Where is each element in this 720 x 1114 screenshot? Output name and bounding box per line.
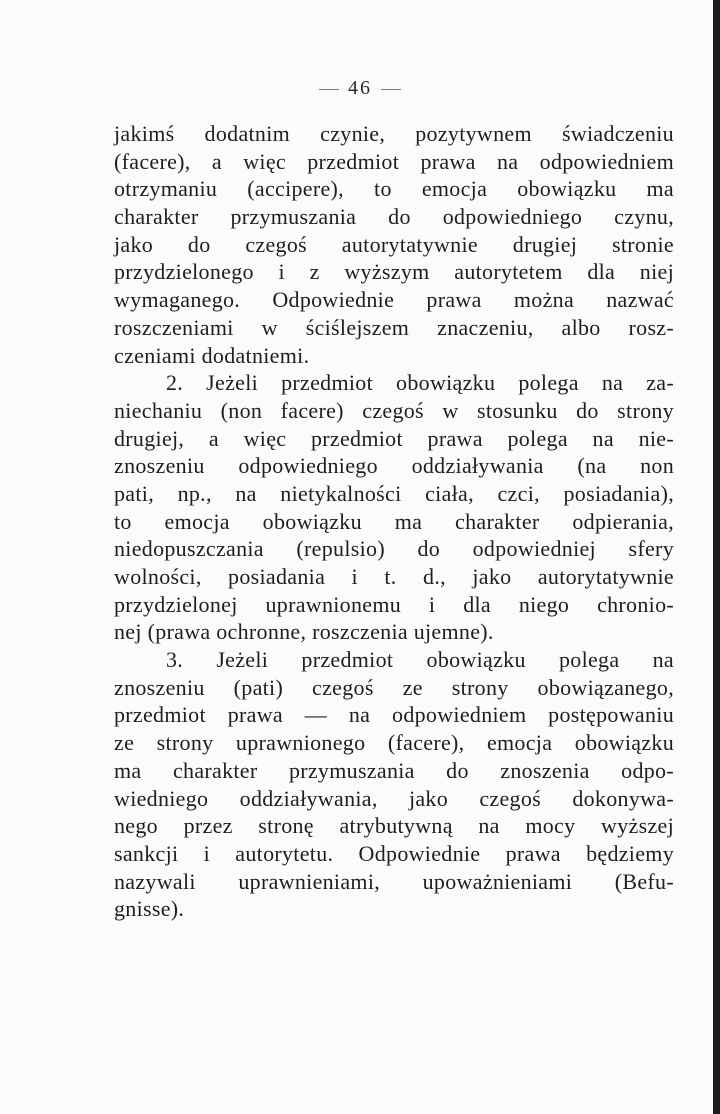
text-line: otrzymaniu (accipere), to emocja obowiązku ma xyxy=(114,176,674,202)
page-edge-shadow xyxy=(713,0,720,1114)
text-line: drugiej, a więc przedmiot prawa polega na nie- xyxy=(114,425,674,451)
text-line: czeniami dodatniemi. xyxy=(114,342,310,368)
text-line: znoszeniu (pati) czegoś ze strony obowiązanego, xyxy=(114,674,674,700)
text-line: roszczeniami w ściślejszem znaczeniu, albo rosz- xyxy=(114,314,674,340)
page-header xyxy=(0,77,720,100)
paragraph-3-first-line: 3. Jeżeli przedmiot obowiązku polega na xyxy=(166,647,674,673)
text-line: pati, np., na nietykalności ciała, czci, posiadania), xyxy=(114,480,674,506)
text-line: charakter przymuszania do odpowiedniego czynu, xyxy=(114,204,674,230)
text-line: ma charakter przymuszania do znoszenia odpo- xyxy=(114,757,674,783)
text-line: (facere), a więc przedmiot prawa na odpowiedniem xyxy=(114,148,674,174)
text-line: to emocja obowiązku ma charakter odpierania, xyxy=(114,508,674,534)
text-line: niechaniu (non facere) czegoś w stosunku do strony xyxy=(114,397,674,423)
text-line: jakimś dodatnim czynie, pozytywnem świadczeniu xyxy=(114,121,674,146)
text-line: gnisse). xyxy=(114,896,185,922)
text-line: przydzielonej uprawnionemu i dla niego chronio- xyxy=(114,591,674,617)
header-dash-right xyxy=(381,89,401,90)
body-text xyxy=(114,120,674,923)
text-line: wiedniego oddziaływania, jako czegoś dokonywa- xyxy=(114,785,674,811)
text-line: przydzielonego i z wyższym autorytetem dla niej xyxy=(114,259,674,285)
text-line: wymaganego. Odpowiednie prawa można nazwać xyxy=(114,287,674,313)
text-line: niedopuszczania (repulsio) do odpowiedniej sfery xyxy=(114,536,674,562)
text-line: nej (prawa ochronne, roszczenia ujemne). xyxy=(114,619,494,645)
text-line: przedmiot prawa — na odpowiedniem postępowaniu xyxy=(114,702,674,728)
text-line: nazywali uprawnieniami, upoważnieniami (Befu- xyxy=(114,868,674,894)
text-line: znoszeniu odpowiedniego oddziaływania (na non xyxy=(114,453,674,479)
page-number: 46 xyxy=(348,77,372,99)
text-line: wolności, posiadania i t. d., jako autorytatywnie xyxy=(114,564,674,589)
paragraph-2-first-line: 2. Jeżeli przedmiot obowiązku polega na za- xyxy=(166,370,674,396)
text-line: sankcji i autorytetu. Odpowiednie prawa będziemy xyxy=(114,840,674,866)
header-dash-left xyxy=(319,89,339,90)
text-line: jako do czegoś autorytatywnie drugiej stronie xyxy=(114,231,674,257)
text-line: ze strony uprawnionego (facere), emocja obowiązku xyxy=(114,730,674,756)
text-line: nego przez stronę atrybutywną na mocy wyższej xyxy=(114,813,674,839)
